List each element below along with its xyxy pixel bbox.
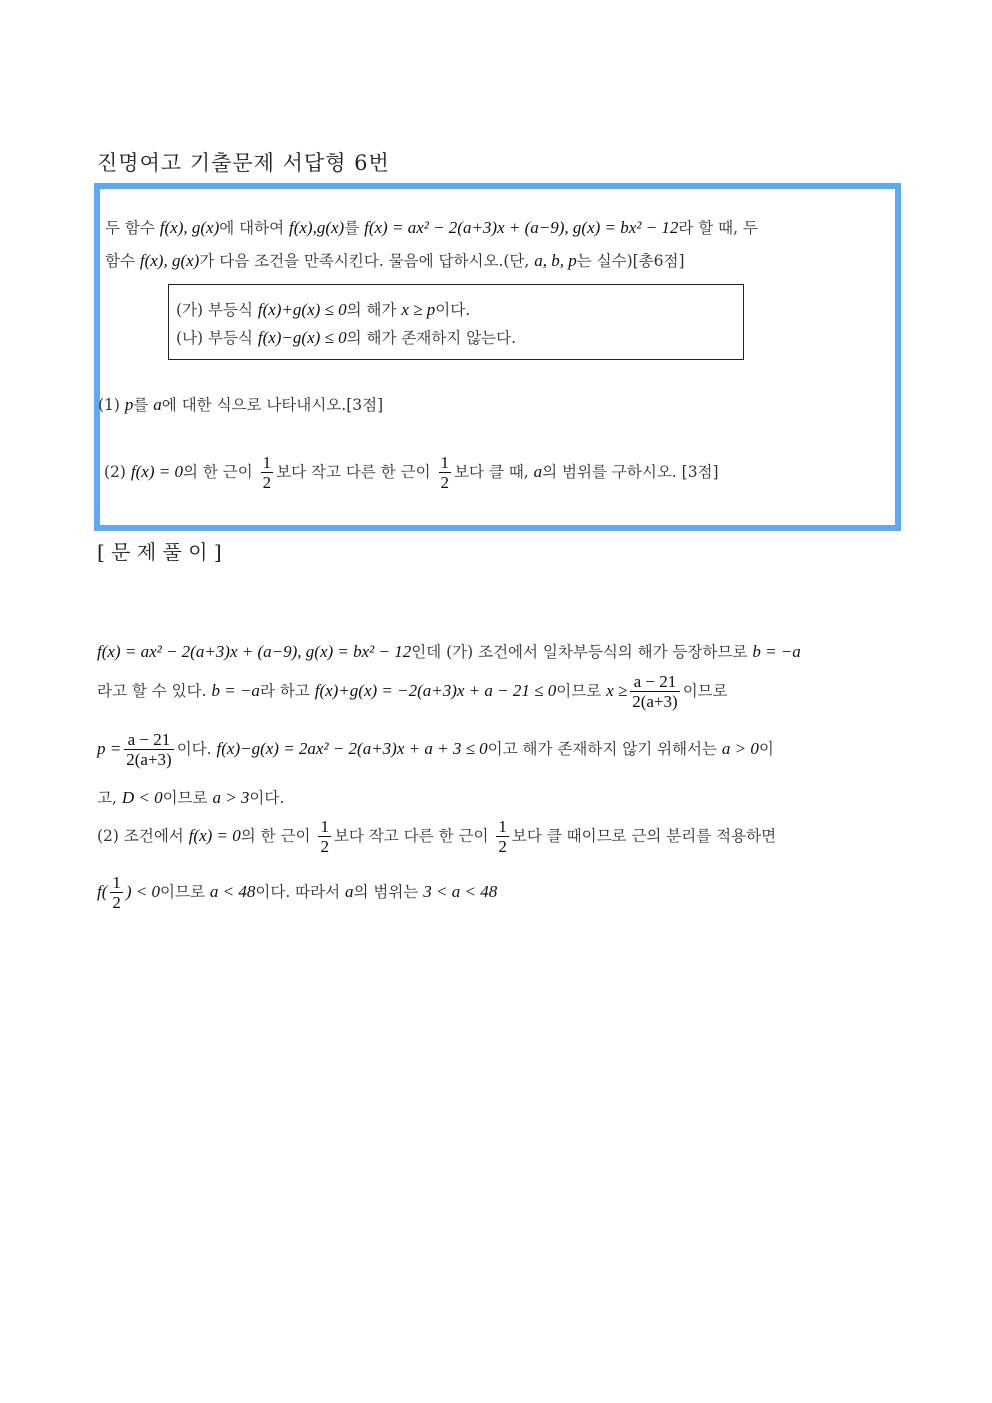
math: f(x) = ax² − 2(a+3)x + (a−9), g(x) = bx² − 12 <box>364 218 679 237</box>
text: 이다. <box>249 789 285 807</box>
math: a > 0 <box>721 739 759 758</box>
math: f( <box>97 882 108 901</box>
math: a <box>533 462 543 481</box>
text: 두 함수 <box>105 219 160 237</box>
text: 보다 작고 다른 한 근이 <box>276 463 436 481</box>
text: 보다 작고 다른 한 근이 <box>333 827 494 845</box>
fraction <box>496 818 509 856</box>
text: 에 대한 식으로 나타내시오.[3점] <box>161 396 384 414</box>
text: 고, <box>97 789 122 807</box>
math: x ≥ p <box>401 300 436 319</box>
numerator: 1 <box>112 873 121 892</box>
denominator: 2(a+3) <box>632 692 678 711</box>
math: b = −a <box>752 642 801 661</box>
math: f(x) = 0 <box>188 826 241 845</box>
fraction <box>261 454 274 492</box>
text: 이 <box>758 740 774 758</box>
numerator: 1 <box>498 817 507 836</box>
question-number: (2) <box>104 463 131 481</box>
math: a <box>345 882 354 901</box>
text: 가 다음 조건을 만족시킨다. 물음에 답하시오.(단, <box>199 252 535 270</box>
math: f(x)−g(x) = 2ax² − 2(a+3)x + a + 3 ≤ 0 <box>216 739 488 758</box>
text: 이고 해가 존재하지 않기 위해서는 <box>487 740 722 758</box>
text: 에 대하여 <box>219 219 289 237</box>
question-2 <box>104 454 719 492</box>
solution-line-2 <box>97 673 728 711</box>
math: x ≥ <box>606 681 628 700</box>
text: 이므로 <box>160 883 210 901</box>
solution-header: [ 문 제 풀 이 ] <box>97 540 222 564</box>
condition-na <box>176 326 516 348</box>
math: a > 3 <box>212 788 250 807</box>
fraction <box>439 454 452 492</box>
math: f(x)+g(x) ≤ 0 <box>257 300 347 319</box>
text: 인데 (가) 조건에서 일차부등식의 해가 등장하므로 <box>411 643 753 661</box>
denominator: 2 <box>112 893 121 912</box>
math: f(x) = 0 <box>130 462 183 481</box>
denominator: 2(a+3) <box>126 750 172 769</box>
math: f(x), g(x) <box>159 218 220 237</box>
question-1 <box>98 393 383 415</box>
math: f(x) = ax² − 2(a+3)x + (a−9), g(x) = bx² − 12 <box>97 642 412 661</box>
problem-line-1 <box>105 216 758 238</box>
numerator: a − 21 <box>630 673 679 692</box>
text: 이다. <box>176 740 217 758</box>
math: a <box>153 395 162 414</box>
text: 라 하고 <box>259 682 315 700</box>
conditions-box <box>168 284 744 360</box>
solution-line-3 <box>97 731 774 769</box>
solution-line-1 <box>97 640 801 662</box>
page-title: 진명여고 기출문제 서답형 6번 <box>97 151 390 175</box>
solution-line-6 <box>97 874 497 912</box>
text: 의 해가 <box>346 301 402 319</box>
text: 보다 클 때이므로 근의 분리를 적용하면 <box>511 827 777 845</box>
math: f(x)−g(x) ≤ 0 <box>257 328 347 347</box>
condition-label: (가) 부등식 <box>176 301 258 319</box>
text: 의 해가 존재하지 않는다. <box>346 329 517 347</box>
condition-ga <box>176 298 470 320</box>
text: 이다. 따라서 <box>255 883 346 901</box>
math: ) < 0 <box>125 882 161 901</box>
denominator: 2 <box>320 837 329 856</box>
math: p = <box>97 739 122 758</box>
text: 의 범위를 구하시오. [3점] <box>542 463 719 481</box>
text: 라 할 때, 두 <box>678 219 758 237</box>
condition-label: (나) 부등식 <box>176 329 258 347</box>
math: f(x),g(x) <box>289 218 345 237</box>
denominator: 2 <box>498 837 507 856</box>
text: 를 <box>344 219 365 237</box>
numerator: 1 <box>262 453 272 472</box>
fraction <box>124 731 173 769</box>
text: 라고 할 수 있다. <box>97 682 212 700</box>
solution-line-5 <box>97 818 776 856</box>
text: 를 <box>133 396 154 414</box>
math: 3 < a < 48 <box>423 882 498 901</box>
math: p <box>124 395 134 414</box>
math: a < 48 <box>209 882 256 901</box>
math: D < 0 <box>121 788 163 807</box>
math: f(x)+g(x) = −2(a+3)x + a − 21 ≤ 0 <box>314 681 557 700</box>
fraction <box>318 818 331 856</box>
math: a, b, p <box>534 251 577 270</box>
fraction <box>110 874 123 912</box>
text: (2) 조건에서 <box>97 827 189 845</box>
numerator: 1 <box>320 817 329 836</box>
question-number: (1) <box>98 396 125 414</box>
problem-line-2 <box>105 249 685 271</box>
text: 함수 <box>105 252 140 270</box>
text: 의 한 근이 <box>240 827 316 845</box>
text: 는 실수)[총6점] <box>576 252 685 270</box>
text: 이므로 <box>556 682 607 700</box>
text: 이므로 <box>162 789 213 807</box>
text: 의 한 근이 <box>182 463 258 481</box>
math: f(x), g(x) <box>139 251 200 270</box>
text: 이다. <box>435 301 471 319</box>
math: b = −a <box>211 681 260 700</box>
solution-line-4 <box>97 786 284 808</box>
numerator: 1 <box>440 453 450 472</box>
denominator: 2 <box>440 473 450 492</box>
text: 보다 클 때, <box>454 463 534 481</box>
text: 이므로 <box>682 682 728 700</box>
text: 의 범위는 <box>353 883 424 901</box>
fraction <box>630 673 679 711</box>
numerator: a − 21 <box>124 731 173 750</box>
denominator: 2 <box>262 473 272 492</box>
